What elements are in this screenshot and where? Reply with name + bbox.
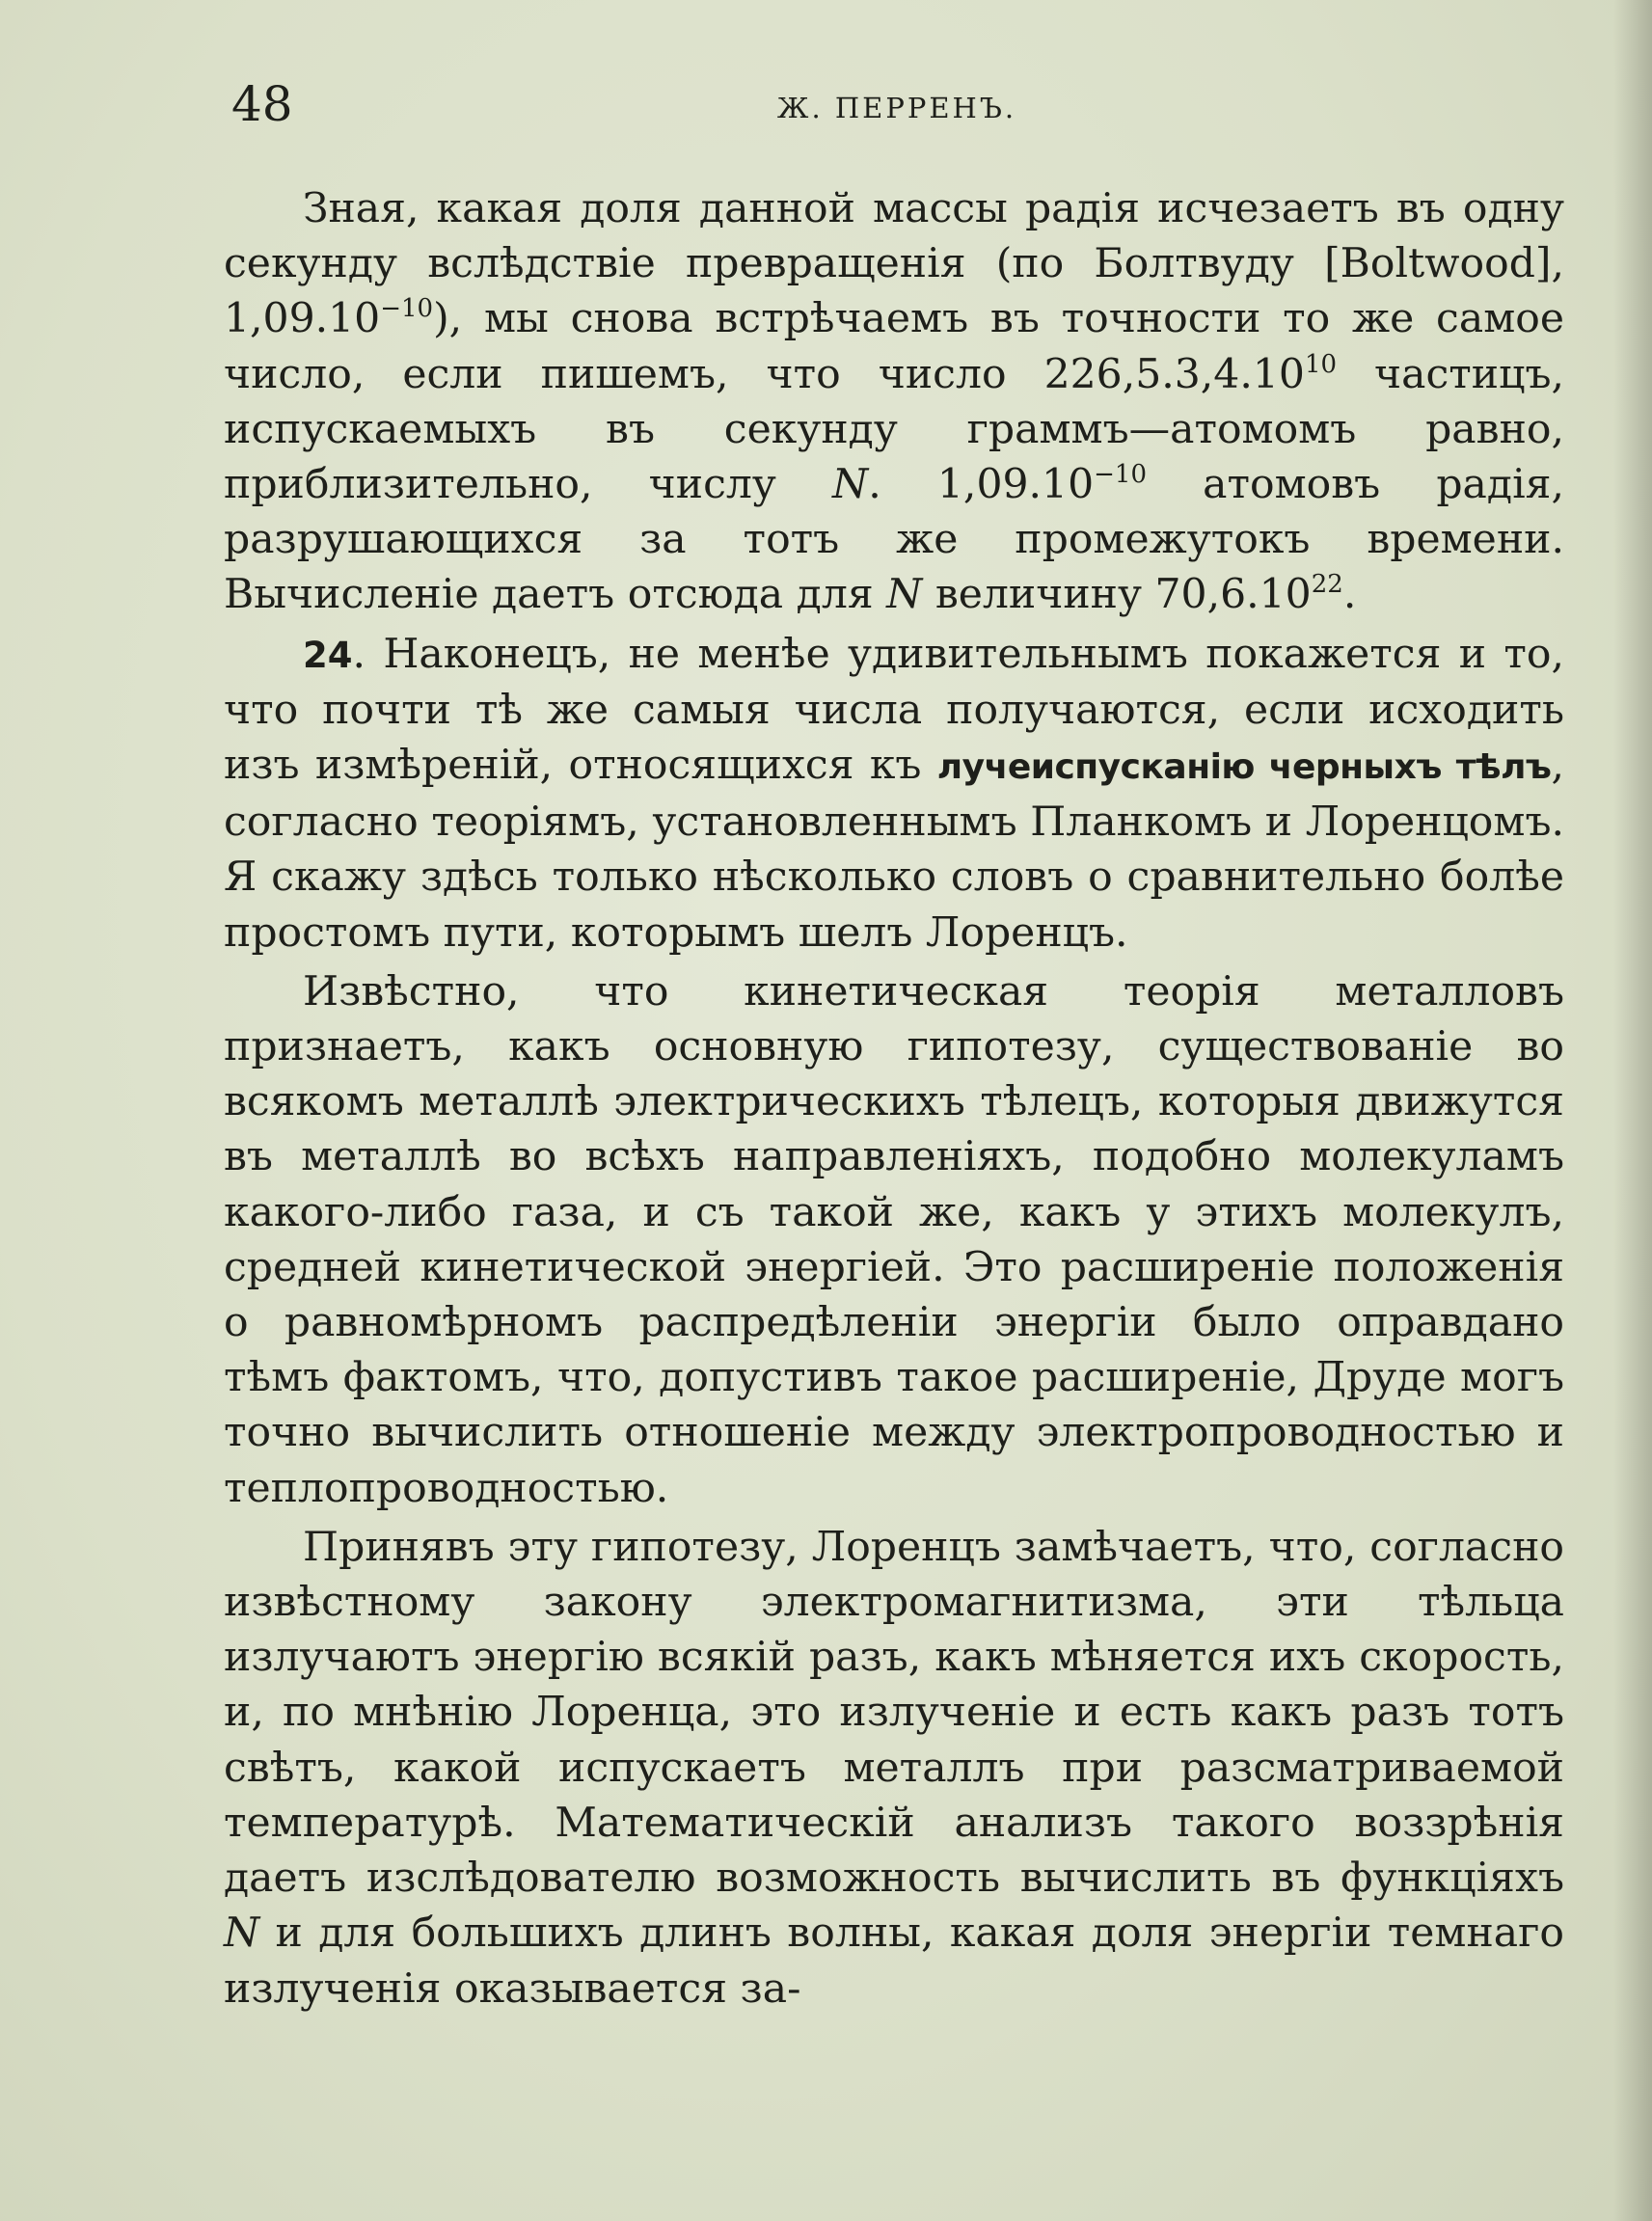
- text-run: . Наконецъ, не менѣе удивительнымъ покажется и то, что почти тѣ же самыя числа получаются, если исходить изъ измѣреній, относящихся къ: [224, 630, 1564, 790]
- text-run: .: [1342, 571, 1357, 619]
- page-number: 48: [231, 76, 293, 132]
- text-run: частицъ, испускаемыхъ въ секунду граммъ—атомомъ равно, приблизительно, числу: [224, 350, 1564, 509]
- emphasis-term: лучеиспусканію черныхъ тѣлъ: [936, 747, 1552, 788]
- superscript: −10: [380, 294, 434, 324]
- italic-symbol: N: [832, 461, 869, 509]
- paragraph-1: [224, 181, 1564, 623]
- running-head: Ж. ПЕРРЕНЪ.: [776, 92, 1017, 124]
- text-run: Зная, какая доля данной массы радія исчезаетъ въ одну секунду вслѣдствіе превращенія (по Болтвуду [Boltwood], 1,09.10: [224, 185, 1564, 343]
- text-run: Принявъ эту гипотезу, Лоренцъ замѣчаетъ, что, согласно извѣстному закону электромагнитизма, эти тѣльца излучаютъ энергію всякій разъ, какъ мѣняется ихъ скорость, и, по мнѣнію Лоренца, это излученіе и есть какъ разъ тотъ свѣтъ, какой испускаетъ металлъ при разсматриваемой температурѣ. Математическій анализъ такого воззрѣнія даетъ изслѣдователю возможность вычислить въ функціяхъ: [224, 1523, 1564, 1903]
- text-run: атомовъ радія, разрушающихся за тотъ же промежутокъ времени. Вычисленіе даетъ отсюда для: [224, 461, 1564, 619]
- italic-symbol: N: [224, 1910, 260, 1958]
- page-header: [231, 75, 1562, 143]
- text-run: Извѣстно, что кинетическая теорія металловъ признаетъ, какъ основную гипотезу, существованіе во всякомъ металлѣ электрическихъ тѣлецъ, которыя движутся въ металлѣ во всѣхъ направленіяхъ, подобно молекуламъ какого-либо газа, и съ такой же, какъ у этихъ молекулъ, средней кинетической энергіей. Это расширеніе положенія о равномѣрномъ распредѣленіи энергіи было оправдано тѣмъ фактомъ, что, допустивъ такое расширеніе, Друде могъ точно вычислить отношеніе между электропроводностью и теплопроводностью.: [224, 967, 1564, 1512]
- superscript: 22: [1311, 570, 1343, 600]
- text-run: величину 70,6.10: [922, 571, 1312, 619]
- superscript: −10: [1094, 460, 1147, 490]
- text-run: , согласно теоріямъ, установленнымъ Планкомъ и Лоренцомъ. Я скажу здѣсь только нѣсколько словъ о сравнительно болѣе простомъ пути, которымъ шелъ Лоренцъ.: [224, 742, 1565, 957]
- text-run: и для большихъ длинъ волны, какая доля энергіи темнаго излученія оказывается за-: [224, 1910, 1564, 2013]
- italic-symbol: N: [886, 571, 923, 619]
- paragraph-2: [224, 627, 1564, 961]
- section-number: 24: [303, 634, 353, 676]
- text-run: ), мы снова встрѣчаемъ въ точности то же самое число, если пишемъ, что число 226,5.3,4.10: [224, 295, 1564, 398]
- superscript: 10: [1304, 349, 1338, 379]
- page-edge-shadow: [1613, 0, 1652, 2221]
- body-text: [224, 181, 1564, 2017]
- paragraph-4: [224, 1520, 1564, 2017]
- paragraph-3: [224, 964, 1564, 1516]
- text-run: . 1,09.10: [868, 461, 1095, 509]
